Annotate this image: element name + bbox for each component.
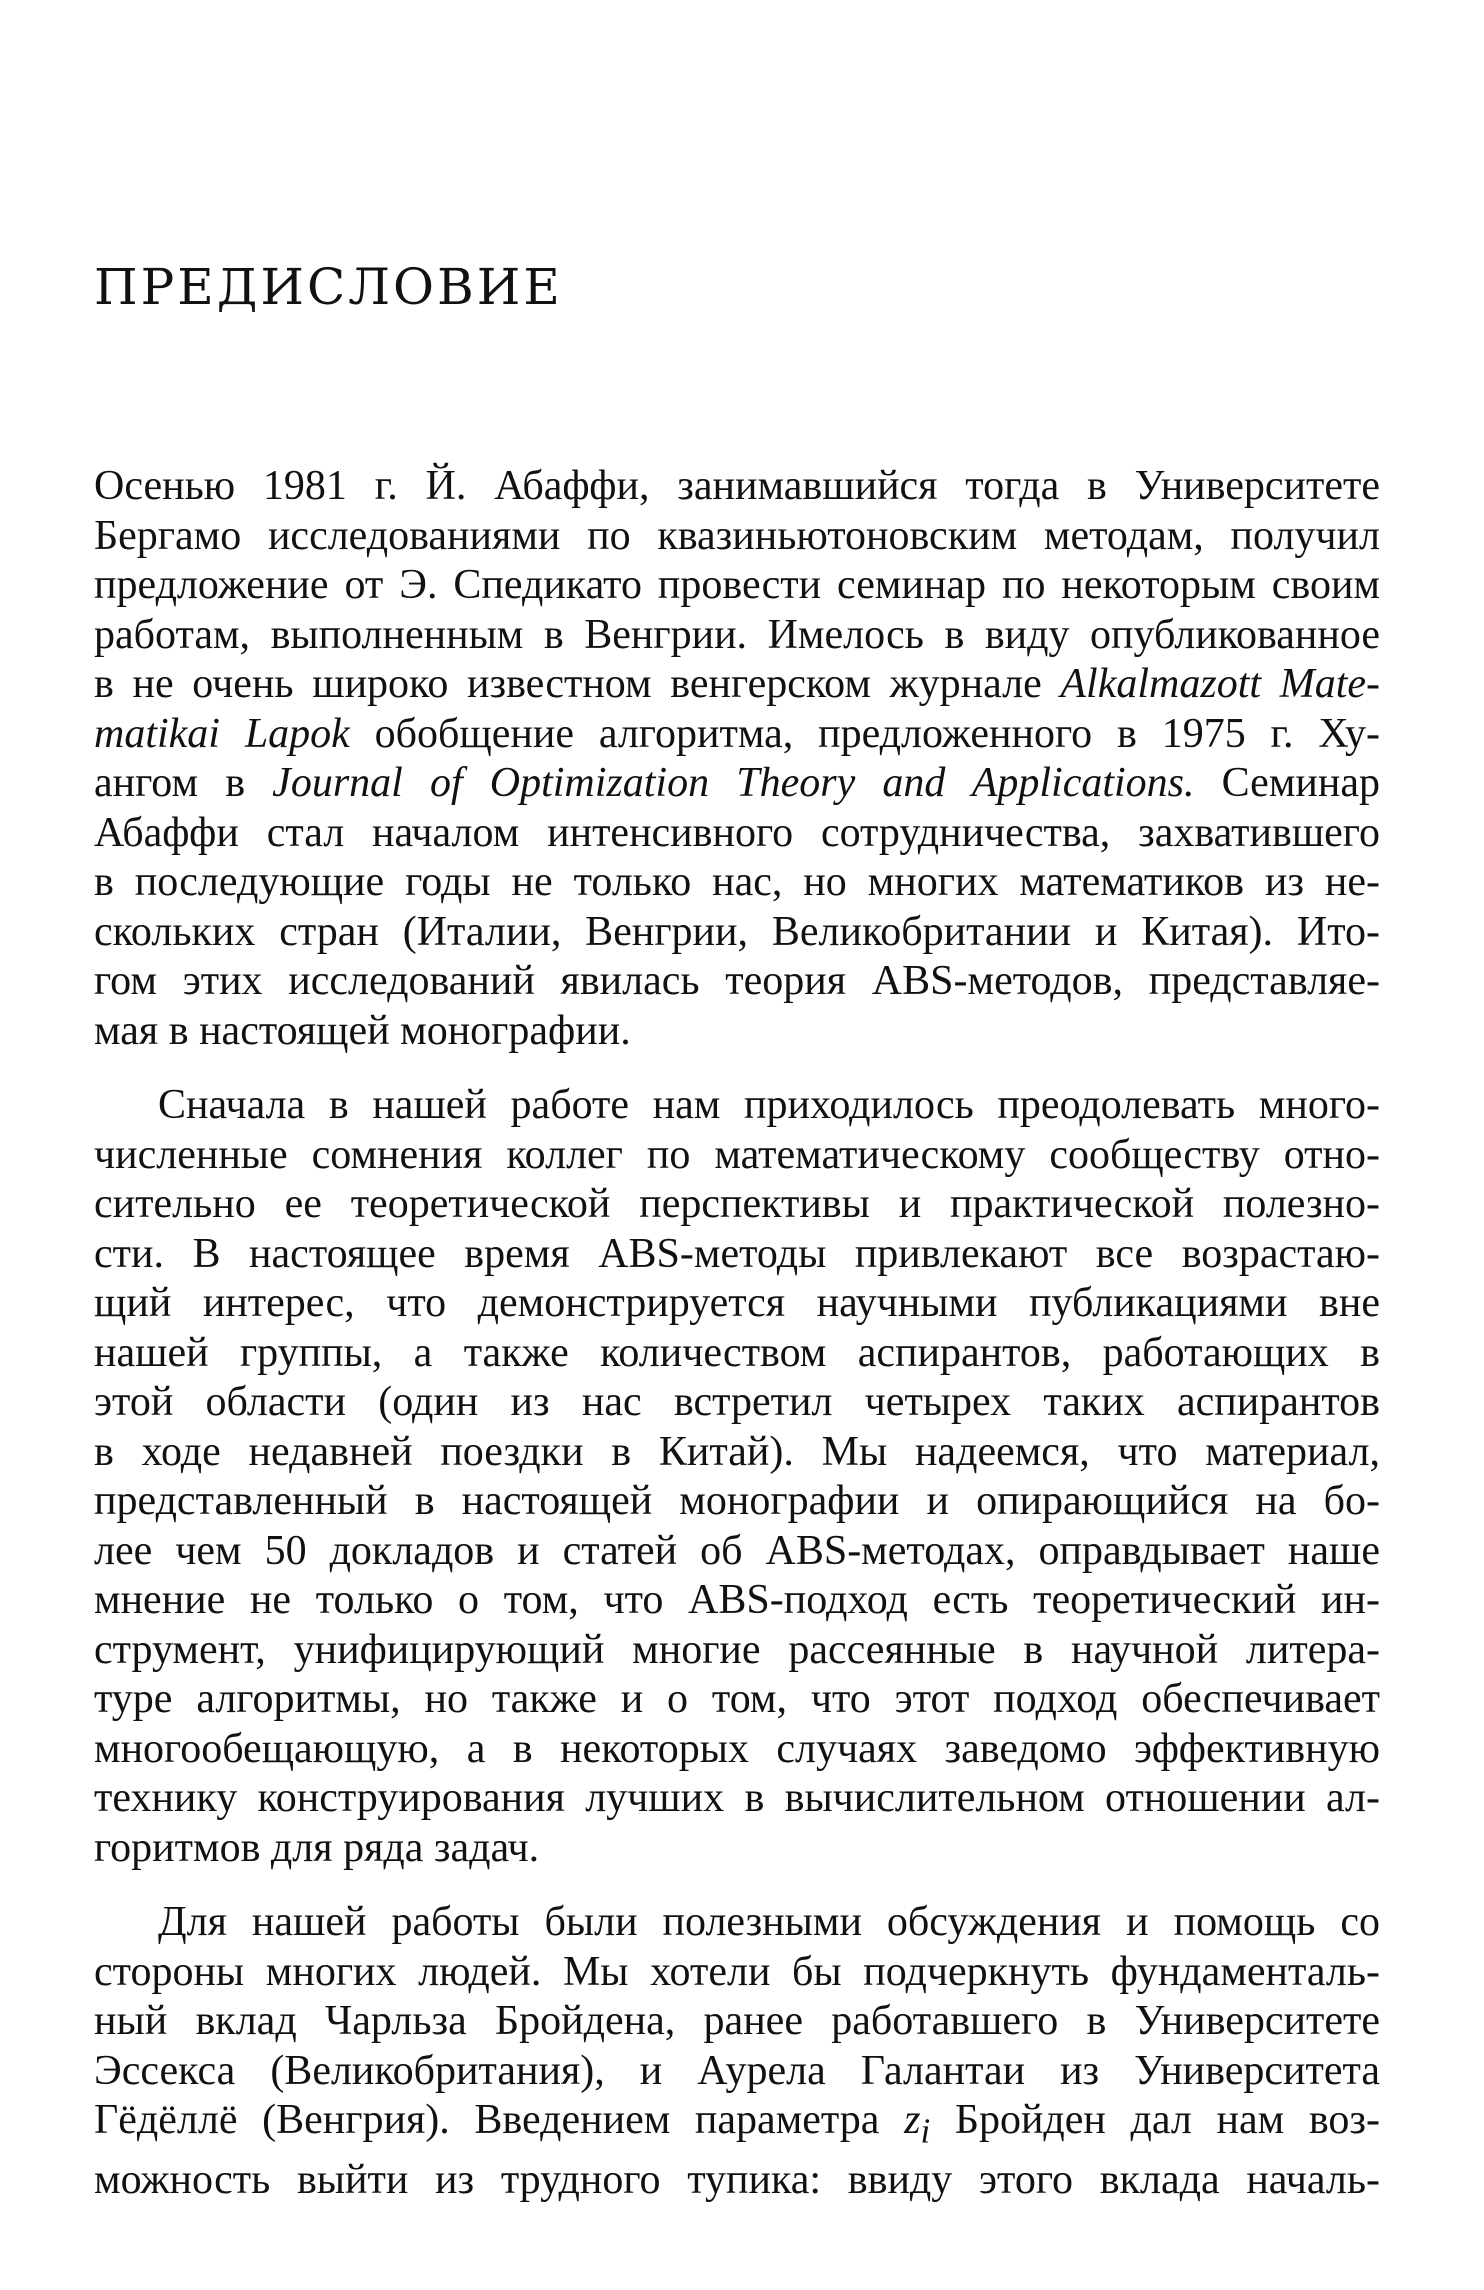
text-run: Бройден дал нам воз- [954,2097,1381,2143]
paragraph-2 [94,1081,1380,1873]
journal-title-italic: Alkalmazott Mate- [1060,661,1380,707]
page-title: ПРЕДИСЛОВИЕ [94,258,563,316]
text-line: мнение не только о том, что ABS-подход есть теоретический ин- [94,1577,1380,1623]
text-run: Гёдёллё (Венгрия). Введением параметра [94,2097,880,2143]
text-line [94,759,1380,809]
body-text [94,462,1380,2205]
math-variable: z [904,2097,921,2143]
text-line: туре алгоритмы, но также и о том, что этот подход обеспечивает [94,1676,1380,1722]
text-line: Бергамо исследованиями по квазиньютоновским методам, получил [94,512,1380,559]
text-line: лее чем 50 докладов и статей об ABS-методах, оправдывает наше [94,1527,1380,1574]
text-line: скольких стран (Италии, Венгрии, Великобритании и Китая). Ито- [94,908,1380,955]
text-line: численные сомнения коллег по математическому сообществу отно- [94,1131,1380,1178]
text-line: ный вклад Чарльза Бройдена, ранее работавшего в Университете [94,1998,1380,2044]
text-line: Сначала в нашей работе нам приходилось преодолевать много- [158,1082,1380,1128]
text-line: стороны многих людей. Мы хотели бы подчеркнуть фундаменталь- [94,1948,1380,1995]
text-line: гом этих исследований явилась теория ABS-методов, представляе- [94,958,1380,1004]
text-line: мая в настоящей монографии. [94,1007,631,1054]
text-line: многообещающую, а в некоторых случаях заведомо эффективную [94,1725,1380,1772]
text-line: Эссекса (Великобритания), и Аурела Галантаи из Университета [94,2047,1380,2094]
text-run: ангом в [94,760,246,806]
text-line [94,2096,1380,2156]
text-run: обобщение алгоритма, предложенного в 1975 г. Ху- [374,710,1380,757]
text-run: в не очень широко известном венгерском журнале [94,661,1042,707]
text-line: сти. В настоящее время ABS-методы привлекают все возрастаю- [94,1230,1380,1277]
text-line: технику конструирования лучших в вычислительном отношении ал- [94,1775,1380,1821]
text-line [94,660,1380,710]
text-line: щий интерес, что демонстрируется научными публикациями вне [94,1280,1380,1326]
text-line: Абаффи стал началом интенсивного сотрудничества, захватившего [94,809,1380,856]
journal-title-italic: matikai Lapok [94,710,350,757]
text-line: нашей группы, а также количеством аспирантов, работающих в [94,1329,1380,1376]
text-line: можность выйти из трудного тупика: ввиду этого вклада началь- [94,2156,1380,2203]
text-line: в ходе недавней поездки в Китай). Мы надеемся, что материал, [94,1428,1380,1475]
math-symbol [904,2097,931,2151]
text-line: этой области (один из нас встретил четырех таких аспирантов [94,1379,1380,1425]
text-run: Семинар [1221,760,1380,806]
math-subscript: i [920,2111,931,2151]
text-line: Для нашей работы были полезными обсуждения и помощь со [158,1899,1380,1945]
paragraph-1 [94,462,1380,1056]
text-line [94,710,1380,760]
text-line: в последующие годы не только нас, но многих математиков из не- [94,859,1380,905]
text-line: представленный в настоящей монографии и опирающийся на бо- [94,1478,1380,1524]
paragraph-3 [94,1898,1380,2205]
journal-title-italic: Journal of Optimization Theory and Applications. [272,760,1195,806]
text-line: сительно ее теоретической перспективы и практической полезно- [94,1181,1380,1227]
text-line: Осенью 1981 г. Й. Абаффи, занимавшийся тогда в Университете [94,463,1380,509]
text-line: струмент, унифицирующий многие рассеянные в научной литера- [94,1626,1380,1673]
text-line: работам, выполненным в Венгрии. Имелось в виду опубликованное [94,611,1380,658]
text-line: горитмов для ряда задач. [94,1824,540,1871]
text-line: предложение от Э. Спедикато провести семинар по некоторым своим [94,562,1380,608]
